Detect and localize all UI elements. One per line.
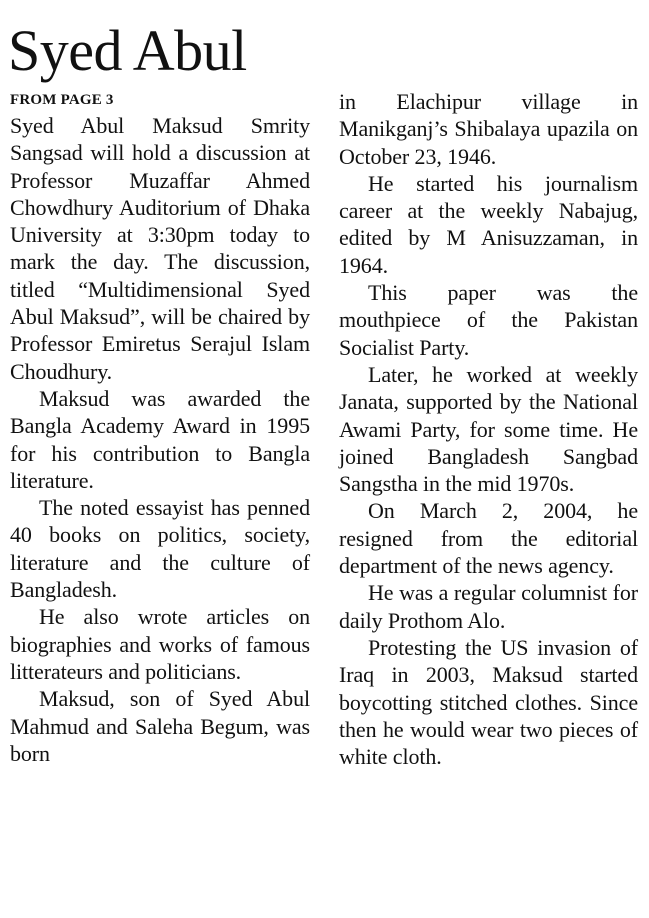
article-paragraph: He also wrote articles on biographies and works of famous litterateurs and politicians.	[10, 604, 310, 684]
article-paragraph: in Elachipur village in Manikganj’s Shibalaya upazila on October 23, 1946.	[339, 89, 638, 169]
article-paragraph: Maksud was awarded the Bangla Academy Award in 1995 for his contribution to Bangla literature.	[10, 385, 310, 493]
article-paragraph: This paper was the mouthpiece of the Pakistan Socialist Party.	[339, 280, 638, 360]
article-paragraph: Syed Abul Maksud Smrity Sangsad will hold a discussion at Professor Muzaffar Ahmed Chowdhury Auditorium of Dhaka University at 3:30pm today to mark the day. The discussion, titled “Multidimensional Syed Abul Maksud”, will be chaired by Professor Emiretus Serajul Islam Choudhury.	[10, 113, 310, 384]
article-paragraph: He started his journalism career at the weekly Nabajug, edited by M Anisuzzaman, in 1964.	[339, 170, 638, 278]
continued-from-label: FROM PAGE 3	[10, 92, 114, 108]
article-paragraph: Maksud, son of Syed Abul Mahmud and Saleha Begum, was born	[10, 686, 310, 766]
article-column-right	[339, 88, 638, 770]
article-headline: Syed Abul	[8, 18, 247, 83]
article-column-left	[10, 88, 310, 767]
article-paragraph: Later, he worked at weekly Janata, supported by the National Awami Party, for some time. He joined Bangladesh Sangbad Sangstha in the mid 1970s.	[339, 361, 638, 497]
article-paragraph: Protesting the US invasion of Iraq in 2003, Maksud started boycotting stitched clothes. Since then he would wear two pieces of white cloth.	[339, 634, 638, 770]
article-paragraph: On March 2, 2004, he resigned from the editorial department of the news agency.	[339, 498, 638, 579]
article-paragraph: He was a regular columnist for daily Prothom Alo.	[339, 580, 638, 633]
article-paragraph: The noted essayist has penned 40 books on politics, society, literature and the culture of Bangladesh.	[10, 495, 310, 603]
